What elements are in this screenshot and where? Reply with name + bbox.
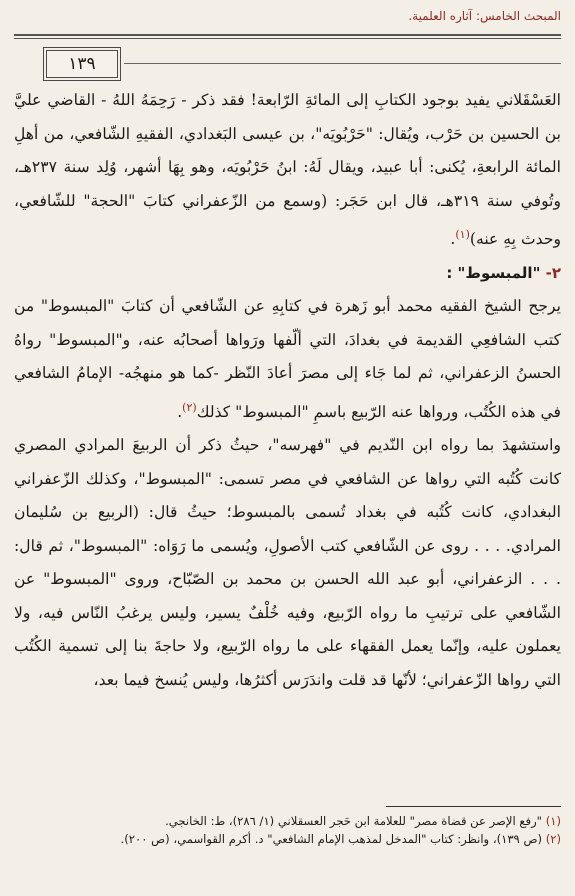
footnote-rule [386,806,561,807]
page-number-rule [124,63,561,64]
footnote [14,830,561,848]
running-head: المبحث الخامس: آثاره العلمية. [408,9,561,23]
section-heading [14,257,561,291]
page-number: ١٣٩ [46,50,118,78]
section-title: "المبسوط" : [446,263,541,282]
footnote-ref: (١) [455,228,470,241]
footnote-number: (١) [545,814,561,828]
footnote-text: (ص ١٣٩)، وانظر: كتاب "المدخل لمذهب الإمام الشافعي" د. أكرم القواسمي، (ص ٢٠٠). [120,832,543,846]
paragraph: يرجح الشيخ الفقيه محمد أبو زَهرة في كتابِهِ عن الشّافعي أن كتابَ "المبسوط" من كتب الشافعِي القديمة في بغدادَ، التي ألّفها ورَواها أصحابُه عنه، و"المبسوط" رواهُ الحسنُ الزعفراني، ثم لما جَاء إلى مصرَ أعادَ النّظر -كما هو منهجُه- الإمامُ الشافعي في هذه الكُتُب، ورواها عنه الرّبيع باسمِ "المبسوط" كذلك$^{(٢)}$. [14,297,561,421]
paragraph-text: واستشهدَ بما رواه ابن النّديم في "فهرسه"، حيثُ ذكر أن الربيعَ المرادي المصري كانت كُتُبه التي رواها عن الشافعي في مصر تسمى: "المبسوط"، وكذلك الزّعفراني البغدادي، كانت كُتُبه في بغداد تُسمى بالمبسوط؛ حيثُ قال: (الربيع بن سُليمان المرادي. . . . روى عن الشّافعي كتب الأصولِ، ويُسمى ما رَوَاه: "المبسوط"، ثم قال: . . . الزعفراني، أبو عبد الله الحسن بن محمد بن الصّبّاح، وروى "المبسوط" عن الشّافعي على ترتيبِ ما رواه الرّبيع، وفيه خُلْفٌ يسير، وليس يرغبُ النّاس فيه، ولا يعملون عليه، وإنّما يعمل الفقهاء على ما رواه الرّبيع، ولا حاجةَ بنا إلى تسمية الكُتُب التي رواها الزّعفراني؛ لأنّها قد قلت واندَرَس أكثرُها، وليس يُنسخ فيما بعد، [14,436,561,689]
footnote-ref: (٢) [182,400,197,414]
footnotes [14,812,561,848]
footnote-text: "رفع الإصر عن قضاة مصر" للعلامة ابن حَجر العسقلاني (١/ ٢٨٦)، ط: الخانجي. [165,814,543,828]
section-number: ٢- [540,263,561,282]
header-rule-thin [14,38,561,39]
paragraph-text: العَسْقَلاني يفيد بوجود الكتابِ إلى المائةِ الرّابعة! فقد ذكر - رَحِمَهُ اللهُ - القاضي عليَّ بن الحسين بن حَرْب، ويُقال: "حَرْبُويَه"، بن عيسى البَغدادي، الفقيهِ الشّافعي، من أهلِ المائة الرابعةِ، يُكنى: أبا عبيد، ويقال لَهُ: ابنُ حَرْبُويَه، وهو بِهَا أشهر، وُلِد سنة ٢٣٧هـ، وتُوفي سنة ٣١٩هـ، قال ابن حَجَر: (وسمع من الزّعفراني كتابَ "الحجة" للشّافعي، وحدث بِهِ عنه) [14,91,561,249]
body-text [14,84,561,697]
paragraph-text: يرجح الشيخ الفقيه محمد أبو زَهرة في كتابِهِ عن الشّافعي أن كتابَ "المبسوط" من كتب الشافعِي القديمة في بغدادَ، التي ألّفها ورَواها أصحابُه عنه، و"المبسوط" رواهُ الحسنُ الزعفراني، ثم لما جَاء إلى مصرَ أعادَ النّظر -كما هو منهجُه- الإمامُ الشافعي في هذه الكُتُب، ورواها عنه الرّبيع باسمِ "المبسوط" كذلك [14,297,561,421]
footnote-number: (٢) [545,832,561,846]
footnote [14,812,561,830]
header-rule [14,34,561,36]
paragraph: العَسْقَلاني يفيد بوجود الكتابِ إلى المائةِ الرّابعة! فقد ذكر - رَحِمَهُ اللهُ - القاضي عليَّ بن الحسين بن حَرْب، ويُقال: "حَرْبُويَه"، بن عيسى البَغدادي، الفقيهِ الشّافعي، من أهلِ المائة الرابعةِ، يُكنى: أبا عبيد، ويقال لَهُ: ابنُ حَرْبُويَه، وهو بِهَا أشهر، وُلِد سنة ٢٣٧هـ، وتُوفي سنة ٣١٩هـ، قال ابن حَجَر: (وسمع من الزّعفراني كتابَ "الحجة" للشّافعي، وحدث بِهِ عنه)$^{(١)}$. [14,91,561,249]
paragraph [14,429,561,697]
